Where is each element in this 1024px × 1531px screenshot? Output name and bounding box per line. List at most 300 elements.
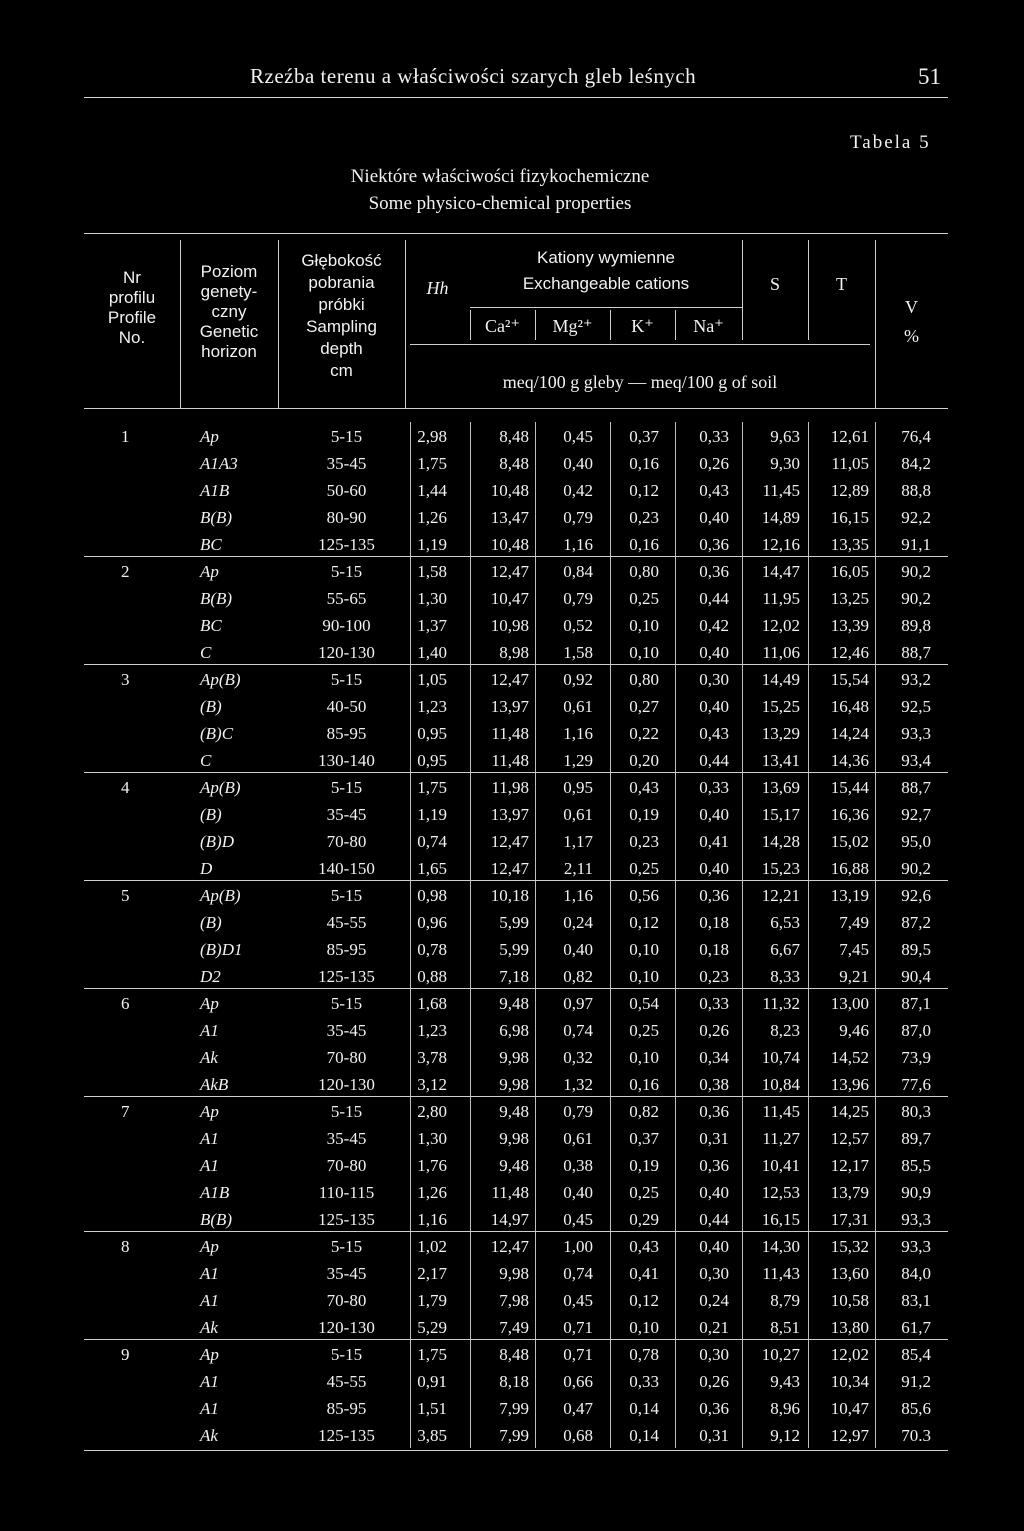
table-row — [84, 1288, 948, 1314]
na-value-cell: 0,36 — [699, 562, 729, 581]
table-row — [84, 775, 948, 801]
s-value-cell: 15,17 — [761, 805, 800, 824]
ca-value-cell: 12,47 — [490, 832, 529, 851]
v-value-cell: 87,2 — [901, 913, 931, 932]
na-value-cell: 0,33 — [699, 427, 729, 446]
na-value-cell: 0,21 — [699, 1318, 729, 1337]
t-value-cell: 10,34 — [830, 1372, 869, 1391]
table-row — [84, 694, 948, 720]
table-row — [84, 910, 948, 936]
mg-value-cell: 0,84 — [563, 562, 593, 581]
na-value-cell: 0,26 — [699, 1372, 729, 1391]
depth-cell: 40-50 — [326, 697, 367, 716]
s-value-cell: 11,45 — [762, 481, 800, 500]
mg-value-cell: 0,68 — [563, 1426, 593, 1445]
ca-value-cell: 10,48 — [490, 535, 529, 554]
table-row — [84, 478, 948, 504]
depth-cell: 140-150 — [318, 859, 375, 878]
v-value-cell: 92,7 — [901, 805, 931, 824]
horizon-cell: A1 — [200, 1372, 219, 1391]
na-value-cell: 0,44 — [699, 589, 729, 608]
col-head-profile: Nr profilu Profile No. — [107, 268, 157, 347]
mg-value-cell: 0,97 — [563, 994, 593, 1013]
mg-value-cell: 0,24 — [563, 913, 593, 932]
depth-cell: 70-80 — [326, 1048, 367, 1067]
mg-value-cell: 1,00 — [563, 1237, 593, 1256]
hh-value-cell: 1,65 — [417, 859, 447, 878]
depth-cell: 35-45 — [326, 1129, 367, 1148]
hh-value-cell: 1,75 — [417, 778, 447, 797]
mg-value-cell: 0,45 — [563, 1291, 593, 1310]
t-value-cell: 13,35 — [830, 535, 869, 554]
t-value-cell: 15,32 — [830, 1237, 869, 1256]
na-value-cell: 0,38 — [699, 1075, 729, 1094]
mg-value-cell: 1,16 — [563, 886, 593, 905]
mg-value-cell: 0,82 — [563, 967, 593, 986]
hh-value-cell: 0,98 — [417, 886, 447, 905]
ca-value-cell: 10,98 — [490, 616, 529, 635]
table-row — [84, 1423, 948, 1449]
table-row — [84, 1099, 948, 1125]
s-value-cell: 8,96 — [770, 1399, 800, 1418]
t-value-cell: 13,96 — [830, 1075, 869, 1094]
hh-value-cell: 1,19 — [417, 805, 447, 824]
table-row — [84, 1315, 948, 1341]
t-value-cell: 11,05 — [831, 454, 869, 473]
horizon-cell: (B)D — [200, 832, 234, 851]
s-value-cell: 12,21 — [761, 886, 800, 905]
mg-value-cell: 0,95 — [563, 778, 593, 797]
v-value-cell: 95,0 — [901, 832, 931, 851]
na-value-cell: 0,40 — [699, 697, 729, 716]
t-value-cell: 15,02 — [830, 832, 869, 851]
depth-cell: 125-135 — [318, 1210, 375, 1229]
s-value-cell: 6,53 — [770, 913, 800, 932]
s-value-cell: 14,47 — [761, 562, 800, 581]
page-number: 51 — [918, 64, 941, 89]
na-value-cell: 0,23 — [699, 967, 729, 986]
profile-separator-rule — [84, 1339, 948, 1340]
hh-value-cell: 1,02 — [417, 1237, 447, 1256]
horizon-cell: Ap(B) — [200, 778, 241, 797]
k-value-cell: 0,10 — [629, 967, 659, 986]
col-head-na: Na⁺ — [693, 316, 724, 336]
horizon-cell: Ak — [200, 1426, 218, 1445]
hh-value-cell: 1,30 — [417, 589, 447, 608]
horizon-cell: C — [200, 751, 212, 770]
ca-value-cell: 8,48 — [499, 1345, 529, 1364]
profile-number: 9 — [121, 1345, 130, 1364]
mg-value-cell: 0,32 — [563, 1048, 593, 1067]
depth-cell: 70-80 — [326, 832, 367, 851]
mg-value-cell: 0,61 — [563, 805, 593, 824]
na-value-cell: 0,41 — [699, 832, 729, 851]
depth-cell: 85-95 — [326, 1399, 367, 1418]
mg-value-cell: 0,74 — [563, 1264, 593, 1283]
v-value-cell: 87,1 — [901, 994, 931, 1013]
units-rule — [410, 344, 870, 345]
hh-value-cell: 0,96 — [417, 913, 447, 932]
horizon-cell: (B) — [200, 913, 222, 932]
na-value-cell: 0,40 — [699, 805, 729, 824]
horizon-cell: Ap — [200, 562, 219, 581]
depth-cell: 70-80 — [326, 1291, 367, 1310]
mg-value-cell: 1,17 — [563, 832, 593, 851]
ca-value-cell: 10,18 — [490, 886, 529, 905]
v-value-cell: 89,5 — [901, 940, 931, 959]
table-row — [84, 856, 948, 882]
hh-value-cell: 1,23 — [417, 697, 447, 716]
t-value-cell: 15,54 — [830, 670, 869, 689]
depth-cell: 5-15 — [330, 670, 363, 689]
mg-value-cell: 0,40 — [563, 1183, 593, 1202]
profile-separator-rule — [84, 1231, 948, 1232]
ca-value-cell: 7,49 — [499, 1318, 529, 1337]
t-value-cell: 12,61 — [830, 427, 869, 446]
mg-value-cell: 0,61 — [563, 1129, 593, 1148]
s-value-cell: 9,63 — [770, 427, 800, 446]
col-head-s: S — [769, 274, 780, 294]
ca-value-cell: 7,99 — [499, 1399, 529, 1418]
t-value-cell: 14,36 — [830, 751, 869, 770]
v-value-cell: 88,8 — [901, 481, 931, 500]
t-value-cell: 7,49 — [839, 913, 869, 932]
ca-value-cell: 11,98 — [491, 778, 529, 797]
ca-value-cell: 13,97 — [490, 805, 529, 824]
t-value-cell: 13,39 — [830, 616, 869, 635]
table-row — [84, 883, 948, 909]
v-value-cell: 93,3 — [901, 1210, 931, 1229]
s-value-cell: 11,95 — [762, 589, 800, 608]
cations-subrule — [470, 307, 742, 308]
running-title: Rzeźba terenu a właściwości szarych gleb leśnych — [250, 64, 697, 88]
v-value-cell: 91,1 — [901, 535, 931, 554]
hh-value-cell: 5,29 — [417, 1318, 447, 1337]
caption-polish: Niektóre właściwości fizykochemiczne — [350, 166, 650, 187]
hh-value-cell: 0,74 — [417, 832, 447, 851]
k-value-cell: 0,12 — [629, 481, 659, 500]
depth-cell: 125-135 — [318, 535, 375, 554]
hh-value-cell: 1,23 — [417, 1021, 447, 1040]
s-value-cell: 9,30 — [770, 454, 800, 473]
s-value-cell: 16,15 — [761, 1210, 800, 1229]
horizon-cell: (B)C — [200, 724, 234, 743]
depth-cell: 110-115 — [318, 1183, 375, 1202]
profile-number: 2 — [121, 562, 130, 581]
depth-cell: 5-15 — [330, 886, 363, 905]
v-value-cell: 90,2 — [901, 859, 931, 878]
ca-value-cell: 14,97 — [490, 1210, 529, 1229]
k-value-cell: 0,20 — [629, 751, 659, 770]
profile-number: 8 — [121, 1237, 130, 1256]
horizon-cell: (B) — [200, 697, 222, 716]
na-value-cell: 0,36 — [699, 886, 729, 905]
horizon-cell: Ap(B) — [200, 670, 241, 689]
k-value-cell: 0,19 — [629, 1156, 659, 1175]
k-value-cell: 0,12 — [629, 913, 659, 932]
k-value-cell: 0,56 — [629, 886, 659, 905]
col-head-hh: Hh — [426, 278, 449, 298]
hh-value-cell: 0,88 — [417, 967, 447, 986]
k-value-cell: 0,23 — [629, 832, 659, 851]
s-value-cell: 8,23 — [770, 1021, 800, 1040]
t-value-cell: 9,46 — [839, 1021, 869, 1040]
v-value-cell: 85,6 — [901, 1399, 931, 1418]
mg-value-cell: 0,71 — [563, 1318, 593, 1337]
mg-value-cell: 0,71 — [563, 1345, 593, 1364]
depth-cell: 125-135 — [318, 967, 375, 986]
k-value-cell: 0,10 — [629, 1318, 659, 1337]
mg-value-cell: 0,40 — [563, 454, 593, 473]
s-value-cell: 11,45 — [762, 1102, 800, 1121]
v-value-cell: 90,4 — [901, 967, 931, 986]
depth-cell: 5-15 — [330, 994, 363, 1013]
table-row — [84, 937, 948, 963]
v-value-cell: 93,4 — [901, 751, 931, 770]
horizon-cell: Ap(B) — [200, 886, 241, 905]
table-row — [84, 1261, 948, 1287]
ca-value-cell: 11,48 — [491, 751, 529, 770]
header-top-rule — [84, 233, 948, 234]
s-value-cell: 15,23 — [761, 859, 800, 878]
t-value-cell: 15,44 — [830, 778, 869, 797]
hh-value-cell: 1,16 — [417, 1210, 447, 1229]
table-row — [84, 829, 948, 855]
profile-number: 5 — [121, 886, 130, 905]
s-value-cell: 10,84 — [761, 1075, 800, 1094]
depth-cell: 80-90 — [326, 508, 367, 527]
mg-value-cell: 0,74 — [563, 1021, 593, 1040]
depth-cell: 35-45 — [326, 805, 367, 824]
k-value-cell: 0,19 — [629, 805, 659, 824]
t-value-cell: 12,46 — [830, 643, 869, 662]
v-value-cell: 92,2 — [901, 508, 931, 527]
k-value-cell: 0,41 — [629, 1264, 659, 1283]
table-row — [84, 451, 948, 477]
s-value-cell: 13,29 — [761, 724, 800, 743]
hh-value-cell: 1,30 — [417, 1129, 447, 1148]
t-value-cell: 16,05 — [830, 562, 869, 581]
t-value-cell: 7,45 — [839, 940, 869, 959]
mg-value-cell: 0,61 — [563, 697, 593, 716]
depth-cell: 35-45 — [326, 1264, 367, 1283]
ca-value-cell: 12,47 — [490, 859, 529, 878]
mg-value-cell: 0,79 — [563, 589, 593, 608]
v-value-cell: 88,7 — [901, 643, 931, 662]
s-value-cell: 15,25 — [761, 697, 800, 716]
na-value-cell: 0,18 — [699, 940, 729, 959]
hh-value-cell: 2,80 — [417, 1102, 447, 1121]
s-value-cell: 9,12 — [770, 1426, 800, 1445]
k-value-cell: 0,27 — [629, 697, 659, 716]
ca-value-cell: 8,48 — [499, 427, 529, 446]
na-value-cell: 0,31 — [699, 1129, 729, 1148]
table-row — [84, 748, 948, 774]
t-value-cell: 14,25 — [830, 1102, 869, 1121]
na-value-cell: 0,43 — [699, 724, 729, 743]
ca-value-cell: 8,48 — [499, 454, 529, 473]
ca-value-cell: 9,98 — [499, 1075, 529, 1094]
s-value-cell: 11,32 — [762, 994, 800, 1013]
v-value-cell: 87,0 — [901, 1021, 931, 1040]
horizon-cell: A1B — [200, 1183, 230, 1202]
na-value-cell: 0,40 — [699, 1237, 729, 1256]
na-value-cell: 0,36 — [699, 1399, 729, 1418]
na-value-cell: 0,44 — [699, 1210, 729, 1229]
na-value-cell: 0,18 — [699, 913, 729, 932]
v-value-cell: 84,0 — [901, 1264, 931, 1283]
hh-value-cell: 3,12 — [417, 1075, 447, 1094]
ca-value-cell: 9,48 — [499, 1156, 529, 1175]
k-value-cell: 0,54 — [629, 994, 659, 1013]
mg-value-cell: 0,38 — [563, 1156, 593, 1175]
col-head-k: K⁺ — [631, 316, 654, 336]
profile-separator-rule — [84, 772, 948, 773]
t-value-cell: 12,02 — [830, 1345, 869, 1364]
depth-cell: 45-55 — [326, 913, 367, 932]
ca-value-cell: 11,48 — [491, 724, 529, 743]
t-value-cell: 12,17 — [830, 1156, 869, 1175]
col-sep — [405, 240, 406, 408]
hh-value-cell: 0,78 — [417, 940, 447, 959]
depth-cell: 120-130 — [318, 643, 375, 662]
mg-value-cell: 0,42 — [563, 481, 593, 500]
na-value-cell: 0,40 — [699, 1183, 729, 1202]
s-value-cell: 12,02 — [761, 616, 800, 635]
v-value-cell: 93,2 — [901, 670, 931, 689]
ca-value-cell: 9,98 — [499, 1129, 529, 1148]
t-value-cell: 13,80 — [830, 1318, 869, 1337]
depth-cell: 85-95 — [326, 940, 367, 959]
horizon-cell: Ap — [200, 1237, 219, 1256]
s-value-cell: 9,43 — [770, 1372, 800, 1391]
table-row — [84, 505, 948, 531]
k-value-cell: 0,80 — [629, 562, 659, 581]
v-value-cell: 91,2 — [901, 1372, 931, 1391]
horizon-cell: A1 — [200, 1021, 219, 1040]
ca-value-cell: 9,98 — [499, 1048, 529, 1067]
depth-cell: 35-45 — [326, 454, 367, 473]
mg-value-cell: 0,45 — [563, 427, 593, 446]
depth-cell: 5-15 — [330, 778, 363, 797]
k-value-cell: 0,25 — [629, 1183, 659, 1202]
hh-value-cell: 1,58 — [417, 562, 447, 581]
mg-value-cell: 1,16 — [563, 535, 593, 554]
col-head-v-unit: % — [904, 326, 919, 346]
ca-value-cell: 7,18 — [499, 967, 529, 986]
t-value-cell: 10,47 — [830, 1399, 869, 1418]
ca-value-cell: 5,99 — [499, 913, 529, 932]
horizon-cell: A1A3 — [200, 454, 238, 473]
profile-separator-rule — [84, 664, 948, 665]
na-value-cell: 0,26 — [699, 454, 729, 473]
s-value-cell: 8,33 — [770, 967, 800, 986]
profile-separator-rule — [84, 556, 948, 557]
table-bottom-rule — [84, 1450, 948, 1451]
t-value-cell: 13,79 — [830, 1183, 869, 1202]
t-value-cell: 12,97 — [830, 1426, 869, 1445]
v-value-cell: 92,6 — [901, 886, 931, 905]
mg-value-cell: 1,32 — [563, 1075, 593, 1094]
na-value-cell: 0,26 — [699, 1021, 729, 1040]
v-value-cell: 89,7 — [901, 1129, 931, 1148]
hh-value-cell: 2,17 — [417, 1264, 447, 1283]
hh-value-cell: 1,79 — [417, 1291, 447, 1310]
hh-value-cell: 0,95 — [417, 751, 447, 770]
v-value-cell: 90,2 — [901, 562, 931, 581]
v-value-cell: 88,7 — [901, 778, 931, 797]
table-row — [84, 586, 948, 612]
header-rule — [84, 97, 948, 98]
k-value-cell: 0,25 — [629, 589, 659, 608]
v-value-cell: 83,1 — [901, 1291, 931, 1310]
col-head-mg: Mg²⁺ — [552, 316, 593, 336]
ca-value-cell: 12,47 — [490, 562, 529, 581]
depth-cell: 35-45 — [326, 1021, 367, 1040]
depth-cell: 130-140 — [318, 751, 375, 770]
table-row — [84, 640, 948, 666]
s-value-cell: 8,79 — [770, 1291, 800, 1310]
na-value-cell: 0,40 — [699, 643, 729, 662]
horizon-cell: Ap — [200, 427, 219, 446]
k-value-cell: 0,78 — [629, 1345, 659, 1364]
hh-value-cell: 2,98 — [417, 427, 447, 446]
ca-value-cell: 12,47 — [490, 670, 529, 689]
v-value-cell: 77,6 — [901, 1075, 931, 1094]
mg-value-cell: 1,29 — [563, 751, 593, 770]
horizon-cell: Ak — [200, 1318, 218, 1337]
s-value-cell: 12,53 — [761, 1183, 800, 1202]
col-sep — [875, 240, 876, 408]
mg-value-cell: 0,40 — [563, 940, 593, 959]
horizon-cell: B(B) — [200, 1210, 233, 1229]
t-value-cell: 13,19 — [830, 886, 869, 905]
hh-value-cell: 1,26 — [417, 1183, 447, 1202]
t-value-cell: 13,60 — [830, 1264, 869, 1283]
hh-value-cell: 1,37 — [417, 616, 447, 635]
horizon-cell: Ap — [200, 994, 219, 1013]
ca-value-cell: 9,98 — [499, 1264, 529, 1283]
col-head-v: V — [905, 297, 918, 317]
horizon-cell: Ap — [200, 1345, 219, 1364]
ca-value-cell: 12,47 — [490, 1237, 529, 1256]
t-value-cell: 9,21 — [839, 967, 869, 986]
horizon-cell: D2 — [200, 967, 221, 986]
na-value-cell: 0,34 — [699, 1048, 729, 1067]
ca-value-cell: 6,98 — [499, 1021, 529, 1040]
s-value-cell: 14,89 — [761, 508, 800, 527]
t-value-cell: 16,48 — [830, 697, 869, 716]
v-value-cell: 85,5 — [901, 1156, 931, 1175]
col-head-units: meq/100 g gleby — meq/100 g of soil — [502, 372, 778, 392]
profile-separator-rule — [84, 1096, 948, 1097]
t-value-cell: 17,31 — [830, 1210, 869, 1229]
na-value-cell: 0,44 — [699, 751, 729, 770]
t-value-cell: 16,15 — [830, 508, 869, 527]
s-value-cell: 12,16 — [761, 535, 800, 554]
table-row — [84, 1180, 948, 1206]
ca-value-cell: 11,48 — [491, 1183, 529, 1202]
k-value-cell: 0,37 — [629, 1129, 659, 1148]
v-value-cell: 73,9 — [901, 1048, 931, 1067]
depth-cell: 120-130 — [318, 1318, 375, 1337]
k-value-cell: 0,43 — [629, 778, 659, 797]
horizon-cell: A1 — [200, 1399, 219, 1418]
table-row — [84, 1018, 948, 1044]
v-value-cell: 84,2 — [901, 454, 931, 473]
ca-value-cell: 10,48 — [490, 481, 529, 500]
profile-number: 6 — [121, 994, 130, 1013]
